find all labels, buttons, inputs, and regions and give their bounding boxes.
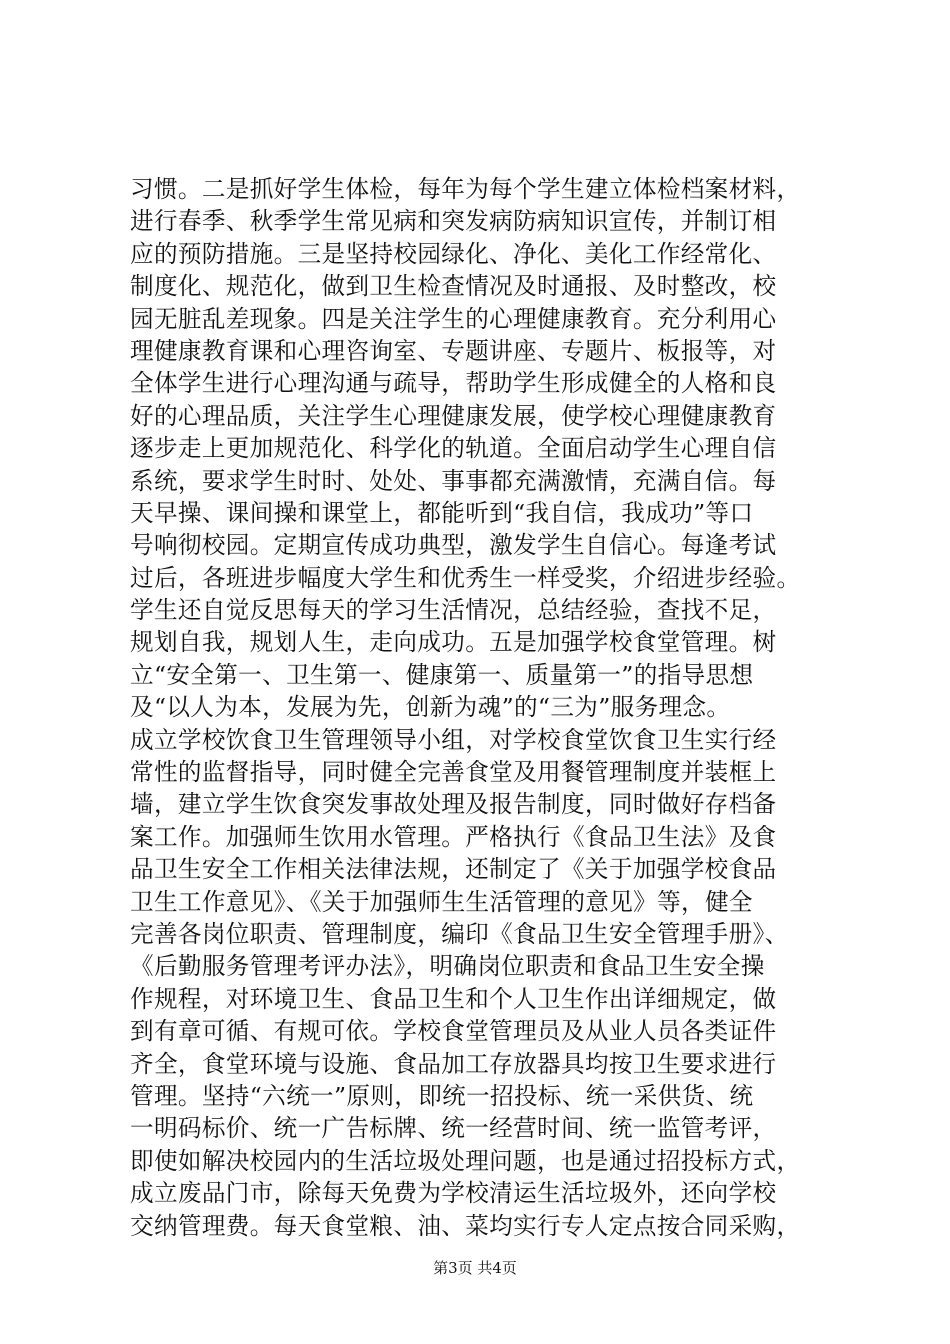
- text-line: 完善各岗位职责、管理制度，编印《食品卫生安全管理手册》、: [130, 919, 789, 948]
- text-line: 案工作。加强师生饮用水管理。严格执行《食品卫生法》及食: [130, 822, 777, 851]
- text-line: 逐步走上更加规范化、科学化的轨道。全面启动学生心理自信: [130, 434, 777, 463]
- text-line: 号响彻校园。定期宣传成功典型，激发学生自信心。每逢考试: [130, 531, 777, 560]
- text-line: 立“安全第一、卫生第一、健康第一、质量第一”的指导思想: [130, 660, 754, 689]
- text-line: 过后，各班进步幅度大学生和优秀生一样受奖，介绍进步经验。: [130, 563, 801, 592]
- text-line: 习惯。二是抓好学生体检，每年为每个学生建立体检档案材料，: [130, 175, 801, 203]
- text-line: 制度化、规范化，做到卫生检查情况及时通报、及时整改，校: [130, 272, 777, 301]
- text-line: 好的心理品质，关注学生心理健康发展，使学校心理健康教育: [130, 401, 777, 430]
- text-line: 常性的监督指导，同时健全完善食堂及用餐管理制度并装框上: [130, 758, 777, 787]
- text-line: 规划自我，规划人生，走向成功。五是加强学校食堂管理。树: [130, 628, 777, 657]
- text-line: 应的预防措施。三是坚持校园绿化、净化、美化工作经常化、: [130, 239, 777, 268]
- text-line: 成立学校饮食卫生管理领导小组，对学校食堂饮食卫生实行经: [130, 725, 777, 754]
- text-line: 《后勤服务管理考评办法》，明确岗位职责和食品卫生安全操: [130, 952, 765, 981]
- text-line: 全体学生进行心理沟通与疏导，帮助学生形成健全的人格和良: [130, 369, 777, 398]
- text-line: 进行春季、秋季学生常见病和突发病防病知识宣传，并制订相: [130, 207, 777, 236]
- text-line: 到有章可循、有规可依。学校食堂管理员及从业人员各类证件: [130, 1017, 777, 1046]
- text-line: 交纳管理费。每天食堂粮、油、菜均实行专人定点按合同采购，: [130, 1211, 801, 1240]
- text-line: 管理。坚持“六统一”原则，即统一招投标、统一采供货、统: [130, 1081, 754, 1110]
- text-line: 即使如解决校园内的生活垃圾处理问题，也是通过招投标方式，: [130, 1146, 801, 1175]
- text-line: 园无脏乱差现象。四是关注学生的心理健康教育。充分利用心: [130, 304, 777, 333]
- text-line: 系统，要求学生时时、处处、事事都充满激情，充满自信。每: [130, 466, 777, 495]
- page-number-label: 第3页 共4页: [433, 1259, 517, 1277]
- page-footer: [0, 1258, 950, 1278]
- text-line: 品卫生安全工作相关法律法规，还制定了《关于加强学校食品: [130, 855, 777, 884]
- text-line: 墙，建立学生饮食突发事故处理及报告制度，同时做好存档备: [130, 790, 777, 819]
- text-line: 天早操、课间操和课堂上，都能听到“我自信，我成功”等口: [130, 498, 754, 527]
- text-line: 作规程，对环境卫生、食品卫生和个人卫生作出详细规定，做: [130, 984, 777, 1013]
- text-line: 及“以人为本，发展为先，创新为魂”的“三为”服务理念。: [130, 693, 731, 722]
- text-line: 理健康教育课和心理咨询室、专题讲座、专题片、板报等，对: [130, 336, 777, 365]
- text-line: 齐全，食堂环境与设施、食品加工存放器具均按卫生要求进行: [130, 1049, 777, 1078]
- text-line: 学生还自觉反思每天的学习生活情况，总结经验，查找不足，: [130, 596, 777, 625]
- text-line: 成立废品门市，除每天免费为学校清运生活垃圾外，还向学校: [130, 1179, 777, 1208]
- text-line: 一明码标价、统一广告标牌、统一经营时间、统一监管考评，: [130, 1114, 777, 1143]
- body-text: [130, 173, 840, 1242]
- text-line: 卫生工作意见》、《关于加强师生生活管理的意见》等，健全: [130, 887, 753, 916]
